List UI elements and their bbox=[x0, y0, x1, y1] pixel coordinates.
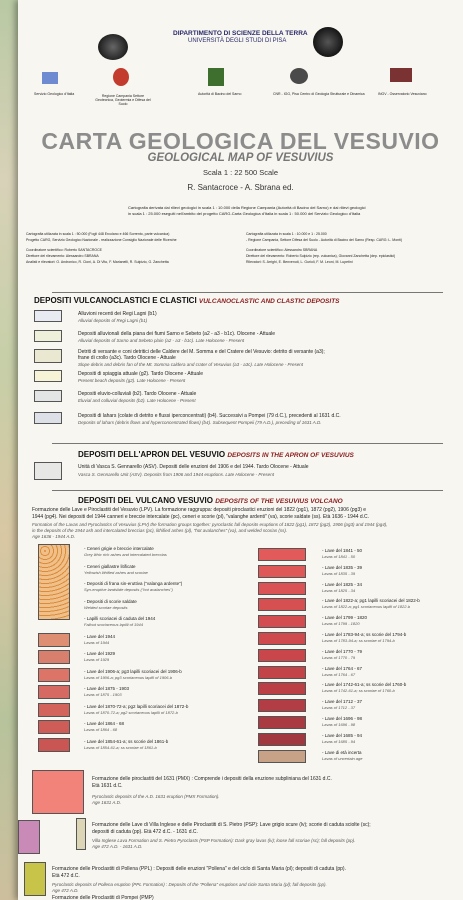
credits-line: Cartografia utilizzata in scala 1 : 10.000 e 1 : 25.000 bbox=[246, 232, 327, 236]
credits-line: Analisti e rilevatori: O. Andronico, R. Cioni, A. Di Vito, F. Marianelli, R. Sulpizio, G. Zanchetta bbox=[26, 260, 169, 264]
legend-swatch-psp-2 bbox=[76, 818, 86, 850]
legend-text: Formazione delle Lave di Villa Inglese e delle Piroclastiti di S. Pietro (PSP): Lave grigio scure (lv); scorie di caduta sciolte (sc); bbox=[92, 822, 371, 828]
cnr-logo bbox=[290, 68, 308, 84]
legend-text-en: Formation of the Lavas and Pyroclastics of Vesuvius (LPV) the formation groups together: pyroclastic fall deposits eruptions of 1822 (pg1), 1872 (pg2), 1906 (pg3) and 1944 (pg4), bbox=[32, 522, 388, 527]
section-divider bbox=[52, 443, 443, 444]
map-authors: R. Santacroce - A. Sbrana ed. bbox=[187, 183, 294, 192]
legend-text-en: Lavas of 1799 - 1820 bbox=[322, 621, 360, 627]
logo-caption: Autorità di Bacino del Sarno bbox=[198, 92, 242, 96]
credits-line: Coordinatore scientifico: Roberto SANTACROCE bbox=[26, 248, 102, 252]
legend-text: - Lave del 1875 - 1903 bbox=[84, 686, 130, 691]
legend-text: - Lave del 1783-94-a; ss scorie del 1794-b bbox=[322, 632, 407, 637]
legend-text: Depositi eluvio-colluviali (b2). Tardo Olocene - Attuale bbox=[78, 391, 197, 397]
credits-line: Cartografia utilizzata in scala 1 : 50.000 (Fogli 448 Ercolano e 466 Sorrento, parte vulcanica) bbox=[26, 232, 170, 236]
legend-text: - Ceneri giallastre litificate bbox=[84, 563, 136, 569]
legend-text-en: Fallout scoriaceous lapilli of 1944 bbox=[84, 622, 143, 627]
blue-logo bbox=[42, 72, 58, 84]
legend-text: - Ceneri grigie e breccie intercalate bbox=[84, 546, 154, 551]
map-title: CARTA GEOLOGICA DEL VESUVIO bbox=[41, 128, 440, 154]
lava-swatch bbox=[258, 666, 306, 679]
bacino-logo bbox=[208, 68, 224, 86]
legend-text-en: Lavas of 1770 - 79 bbox=[322, 654, 356, 660]
legend-text: 1944 (pg4). Nei depositi del 1944 canneri e breccie intercalate (pc), ceneri e scorie (pl), "valanghe ardenti" (va), scorie saldate (ss). Età 1636 - 1944 d.C. bbox=[32, 514, 370, 520]
legend-text: Depositi alluvionali della piana dei fiumi Sarno e Sebeto (a2 - a3 - b1c). Olocene - Attuale bbox=[78, 331, 276, 337]
university-name: UNIVERSITÀ DEGLI STUDI DI PISA bbox=[188, 38, 287, 44]
legend-text: - Lave del 1742-61-a; ss scorie del 1760-b bbox=[322, 682, 407, 688]
legend-text-en: Lavas of 1685 - 94 bbox=[322, 738, 356, 744]
legend-text: depositi di caduta (pp). Età 472 d.C. - 1631 d.C. bbox=[92, 829, 198, 835]
legend-text-en: Lavas of 1712 - 37 bbox=[322, 705, 356, 711]
credits-line: Direttore del rilevamento: Alessandro SBRANA bbox=[26, 254, 99, 258]
legend-swatch-psp bbox=[18, 820, 40, 854]
legend-text-en: Slope debris and debris fan of the Mt. Somma caldera and crater of Vesuvius (a3 - a3c). Late Holocene - Present bbox=[78, 362, 303, 367]
legend-swatch bbox=[34, 370, 62, 382]
lava-swatch bbox=[38, 668, 70, 682]
lava-swatch bbox=[258, 716, 306, 729]
legend-text-en: Present beach deposits (g2). Late Holocene - Present bbox=[78, 378, 186, 383]
cartography-note: in scala 1 : 25.000 eseguiti nell'ambito del progetto CARG-Carta Geologica d'Italia in scala 1 : 50.000 del Servizio Geologico d'Italia bbox=[128, 211, 361, 216]
section-title-vesuvius: DEPOSITI DEL VULCANO VESUVIO DEPOSITS OF THE VESUVIUS VOLCANO bbox=[78, 496, 343, 505]
map-subtitle: GEOLOGICAL MAP OF VESUVIUS bbox=[147, 152, 334, 164]
legend-text: Depositi di spiaggia attuale (g2). Tardo Olocene - Attuale bbox=[78, 371, 203, 377]
legend-text-en: Syn-eruptive landslide deposits ("hot avalanches") bbox=[84, 587, 173, 592]
legend-text: Alluvioni recenti dei Regi Lagni (b1) bbox=[78, 311, 157, 317]
legend-text: Detriti di versante e coni detritici delle Caldere del M. Somma e del Cratere del Vesuvio: detrito di versante (a3); bbox=[78, 349, 325, 355]
legend-swatch bbox=[34, 310, 62, 322]
legend-text: - Lave del 1764 - 67 bbox=[322, 665, 363, 671]
legend-text: - Depositi di scorie saldate bbox=[84, 598, 137, 604]
legend-text: Formazione delle Piroclastiti di Pompei (PMP) bbox=[52, 895, 154, 900]
lava-swatch bbox=[38, 650, 70, 664]
lava-swatch bbox=[258, 632, 306, 645]
university-seal-logo bbox=[98, 34, 128, 60]
legend-text-en: Welded scoriae deposits bbox=[84, 604, 128, 610]
legend-text: - Lave del 1835 - 39 bbox=[322, 564, 363, 570]
section-divider bbox=[52, 292, 443, 293]
legend-text: - Lave del 1799 - 1820 bbox=[322, 615, 368, 621]
logo-caption: INGV - Osservatorio Vesuviano bbox=[378, 92, 427, 96]
legend-text-en: Alluvial deposits of Sarno and Sebeto plain (a2 - a3 - b1c). Late Holocene - Present bbox=[78, 338, 245, 343]
legend-text-en: in the deposits of the 1944 ash and intercalated breccias (pc), lithified ashes (pl), "hot avalanches" (va), and welded scorias (ss). bbox=[32, 528, 288, 533]
legend-text: - Lave del 1712 - 37 bbox=[322, 699, 363, 705]
lava-swatch bbox=[258, 649, 306, 662]
legend-text: - Lave del 1825 - 34 bbox=[322, 581, 363, 587]
lava-swatch bbox=[258, 582, 306, 595]
legend-swatch bbox=[34, 390, 62, 402]
lava-swatch bbox=[258, 565, 306, 578]
legend-text-en: Yellowish lithified ashes and scoriae bbox=[84, 569, 148, 575]
legend-text-en: Age 472 A.D. bbox=[52, 888, 79, 893]
legend-text-en: Lavas of 1841 - 50 bbox=[322, 554, 356, 559]
legend-text: - Lave del 1685 - 94 bbox=[322, 732, 363, 738]
legend-text: - Lave del 1822-a; pg1 lapilli scoriacei del 1822-b bbox=[322, 598, 420, 604]
legend-text-en: Lavas of 1944 bbox=[84, 639, 110, 645]
legend-text-en: Lavas of 1835 - 39 bbox=[322, 570, 356, 576]
legend-text-en: Age 1636 - 1944 A.D. bbox=[32, 534, 76, 539]
map-edge-strip bbox=[0, 0, 18, 900]
legend-text-en: Lavas of 1822-a; pg1 scoriaceous lapilli of 1822-b bbox=[322, 604, 411, 610]
legend-text-en: Pyroclastic deposits of the A.D. 1631 eruption (PMX Formation). bbox=[92, 794, 220, 799]
logo-caption: CNR - IGG, Pisa Centro di Geologia Strutturale e Dinamica bbox=[273, 92, 365, 96]
legend-text-en: Lavas of 1906-a; pg3 scoriaceous lapilli of 1906-b bbox=[84, 674, 173, 680]
department-name: DIPARTIMENTO DI SCIENZE DELLA TERRA bbox=[173, 30, 308, 37]
legend-text-en: Pyroclastic deposits of Pollena eruption (PPL Formation) : Deposits of the "Pollena" eruptions and cicle Santa Maria (pl); fall deposits (pp). bbox=[52, 882, 327, 887]
legend-text-en: Lavas of 1870-72-a; pg2 scoriaceous lapilli of 1872-b bbox=[84, 709, 178, 715]
legend-text-en: Villa Inglese Lava Formation and S. Pietro Pyroclasts (PSP Formation): Dark gray lavas (lv); loose fall scoriae (sc); fall deposits (pp). bbox=[92, 838, 356, 843]
legend-text: - Lave del 1870-72-a; pg2 lapilli scoriacei del 1872-b bbox=[84, 703, 189, 709]
credits-line: Direttore del rilevamento: Roberto Sulpizio (rep. vulcanica), Giovanni Zanchetta (dep. epiclastici) bbox=[246, 254, 396, 258]
legend-text: - Lave del 1770 - 79 bbox=[322, 648, 363, 654]
legend-text: - Lave del 1864 - 68 bbox=[84, 721, 125, 726]
legend-text-en: Alluvial deposits of Regi Lagni (b1) bbox=[78, 318, 148, 323]
lava-swatch bbox=[258, 598, 306, 611]
lava-swatch bbox=[258, 750, 306, 763]
shield-logo bbox=[313, 27, 343, 57]
legend-text: - Lave del 1944 bbox=[84, 633, 116, 639]
legend-text: Formazione delle Lave e Piroclastiti del Vesuvio (LPV). La formazione raggruppa: depositi piroclastici eruzioni del 1822 (pg1), 1872 (pg2), 1906 (pg3) e bbox=[32, 507, 367, 513]
lava-swatch bbox=[38, 703, 70, 717]
legend-text-en: Eluvial and colluvial deposits (b2). Late Holocene - Present bbox=[78, 398, 196, 403]
section-title-volcanoclastic: DEPOSITI VULCANOCLASTICI E CLASTICI VULCANOCLASTIC AND CLASTIC DEPOSITS bbox=[34, 296, 340, 305]
legend-swatch-pmx bbox=[32, 770, 84, 814]
logo-caption: Regione Campania Settore Geotecnica, Geotermia e Difesa del Suolo bbox=[95, 94, 151, 106]
legend-text-en: Lavas of 1875 - 1903 bbox=[84, 692, 122, 697]
credits-line: Rilevatori: S. Arrighi, E. Benvenuti, L. Gurioli, F. M. Leoni, M. Lupetini bbox=[246, 260, 353, 264]
legend-swatch bbox=[34, 462, 62, 480]
legend-sheet bbox=[18, 0, 463, 900]
legend-swatch bbox=[34, 349, 62, 363]
legend-text: Depositi di lahars (colate di detrito e flussi iperconcentrati) (b4). Successivi a Pompei (79 d.C.), precedenti al 1631 d.C. bbox=[78, 413, 341, 419]
lava-swatch bbox=[258, 615, 306, 628]
map-scale: Scala 1 : 22 500 Scale bbox=[202, 168, 279, 177]
legend-text: - Lave del 1854-61-a; ss scorie del 1861-b bbox=[84, 738, 169, 744]
legend-text-en: Age 1631 A.D. bbox=[92, 800, 122, 805]
legend-text-en: Vasca S. Gennarello Unit (ASV). Deposits from 1906 and 1944 eruptions. Late Holocene - Present bbox=[78, 472, 274, 477]
legend-text: Formazione delle piroclastiti del 1631 (PMX) : Comprende i depositi della eruzione subpliniana del 1631 d.C. bbox=[92, 776, 332, 782]
legend-text: Età 472 d.C. bbox=[52, 873, 80, 879]
lava-swatch bbox=[38, 738, 70, 752]
lava-swatch bbox=[258, 733, 306, 746]
legend-text-en: Lavas of 1854-61-a; ss scoriae of 1861-b bbox=[84, 744, 157, 750]
legend-swatch-ppl bbox=[24, 862, 46, 896]
cartography-note: Cartografia derivata dai rilievi geologici in scala 1 : 10.000 della Regione Campania (Autorità di Bacino del Sarno) e dai rilievi geologici bbox=[128, 205, 366, 210]
legend-swatch bbox=[34, 330, 62, 342]
lava-swatch bbox=[258, 548, 306, 561]
legend-text: frane di crollo (a3c). Tardo Olocene - Attuale bbox=[78, 355, 176, 361]
legend-text-en: Lavas of 1783-94-a; ss scoriae of 1794-b bbox=[322, 638, 395, 643]
credits-line: - Regione Campania, Settore Difesa del Suolo - Autorità di Bacino del Sarno (Resp. CARG: L. Monti) bbox=[246, 238, 403, 242]
legend-text: - Lave del 1929 bbox=[84, 651, 116, 656]
legend-text: - Lave del 1841 - 50 bbox=[322, 548, 363, 553]
section-title-vasca: DEPOSITI DELL'APRON DEL VESUVIO DEPOSITS IN THE APRON OF VESUVIUS bbox=[78, 450, 354, 459]
pc-pl-swatch bbox=[38, 544, 70, 620]
legend-text-en: Lavas of 1742-61-a; ss scoriae of 1760-b bbox=[322, 688, 395, 694]
legend-text: Formazione delle Piroclastiti di Pollena (PPL) : Depositi delle eruzioni "Pollena" e del ciclo di Santa Maria (pl); depositi di caduta (pp). bbox=[52, 866, 346, 872]
logo-caption: Servizio Geologico d'Italia bbox=[34, 92, 75, 96]
credits-line: Coordinatore scientifico: Alessandro SBRANA bbox=[246, 248, 318, 252]
lava-swatch bbox=[258, 699, 306, 712]
legend-text-en: Lavas of 1864 - 68 bbox=[84, 727, 118, 732]
legend-text: Unità di Vasca S. Gennarello (ASV). Depositi delle eruzioni del 1906 e del 1944. Tardo Olocene - Attuale bbox=[78, 464, 309, 470]
lava-swatch bbox=[38, 685, 70, 699]
legend-text-en: Lavas of 1696 - 98 bbox=[322, 722, 356, 727]
legend-text: Età 1631 d.C. bbox=[92, 783, 123, 789]
lava-swatch bbox=[38, 720, 70, 734]
campania-logo bbox=[113, 68, 129, 86]
legend-swatch bbox=[34, 412, 62, 424]
legend-text-en: Lavas of 1764 - 67 bbox=[322, 671, 356, 677]
legend-text: - Lave del 1906-a; pg3 lapilli scoriacei del 1906-b bbox=[84, 668, 182, 674]
legend-text: - Depositi di frana sin-eruttiva ("valanga ardente") bbox=[84, 581, 183, 586]
legend-text: - Lapilli scoriacei di caduta del 1944 bbox=[84, 616, 156, 621]
ingv-logo bbox=[390, 68, 412, 82]
lava-swatch bbox=[38, 633, 70, 647]
lava-swatch bbox=[258, 682, 306, 695]
legend-text-en: Age 472 A.D. - 1631 A.D. bbox=[92, 844, 143, 849]
legend-text: - Lave del 1696 - 98 bbox=[322, 716, 363, 721]
legend-text-en: Deposits of lahars (debris flows and hyperconcentrated flows) (b4). Subsequent Pompeii (79 A.D.), preceding of 1631 A.D. bbox=[78, 420, 322, 425]
legend-text: - Lave di età incerta bbox=[322, 749, 362, 755]
legend-text-en: Lavas of 1825 - 34 bbox=[322, 587, 356, 593]
legend-text-en: Grey lithic rich ashes and intercalated breccias bbox=[84, 552, 167, 557]
legend-text-en: Lavas of 1929 bbox=[84, 657, 110, 662]
credits-line: Progetto CARG, Servizio Geologico Nazionale - realizzazione Consiglio Nazionale delle Ricerche bbox=[26, 238, 177, 242]
legend-text-en: Lavas of uncertain age bbox=[322, 755, 363, 761]
section-divider bbox=[52, 490, 443, 491]
